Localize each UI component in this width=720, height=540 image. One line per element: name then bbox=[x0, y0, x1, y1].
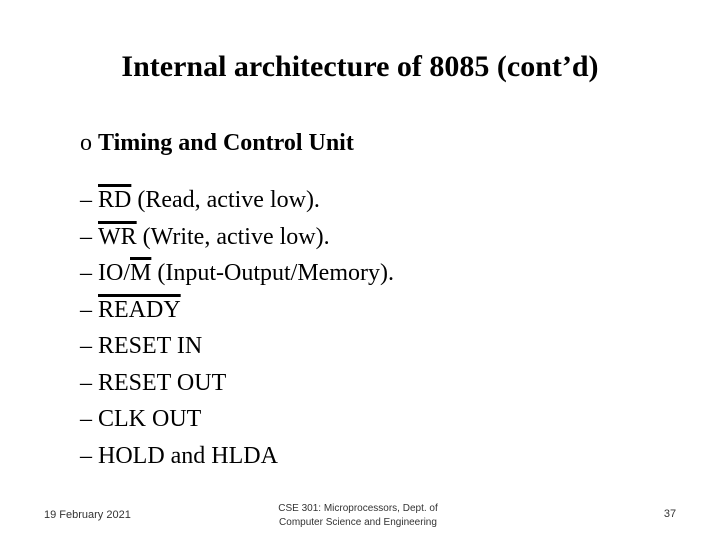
list-item bbox=[80, 438, 394, 475]
item-text: RESET IN bbox=[98, 333, 203, 359]
slide-title: Internal architecture of 8085 (cont’d) bbox=[121, 50, 599, 83]
list-item bbox=[80, 328, 394, 365]
list-item bbox=[80, 401, 394, 438]
heading-bullet: o bbox=[80, 130, 92, 156]
list-item bbox=[80, 219, 394, 256]
list-item bbox=[80, 182, 394, 219]
item-text: RESET OUT bbox=[98, 369, 227, 396]
dash-bullet: – bbox=[80, 369, 92, 396]
item-description: (Write, active low). bbox=[136, 223, 330, 250]
item-text: HOLD and HLDA bbox=[98, 442, 278, 469]
footer-course-line1: CSE 301: Microprocessors, Dept. of bbox=[278, 503, 438, 514]
dash-bullet: – bbox=[80, 296, 92, 323]
heading-text: Timing and Control Unit bbox=[98, 130, 354, 156]
active-low-signal: $\overline{M}$ bbox=[130, 260, 152, 286]
dash-bullet: – bbox=[80, 333, 92, 359]
dash-bullet: – bbox=[80, 406, 92, 432]
item-text: IO/ bbox=[98, 260, 130, 286]
list-item bbox=[80, 365, 394, 402]
dash-bullet: – bbox=[80, 223, 92, 250]
active-low-signal: $\overline{WR}$ bbox=[98, 223, 137, 250]
dash-bullet: – bbox=[80, 260, 92, 286]
list-item bbox=[80, 292, 394, 329]
footer-course-line2: Computer Science and Engineering bbox=[279, 517, 437, 528]
active-low-signal: READY bbox=[98, 296, 181, 323]
footer-date: 19 February 2021 bbox=[44, 509, 131, 521]
list-item bbox=[80, 255, 394, 292]
item-description: (Input-Output/Memory). bbox=[151, 260, 394, 286]
item-description: (Read, active low). bbox=[131, 187, 320, 213]
dash-bullet: – bbox=[80, 187, 92, 213]
item-text: CLK OUT bbox=[98, 406, 202, 432]
dash-bullet: – bbox=[80, 442, 92, 469]
section-heading bbox=[80, 130, 354, 157]
signal-list bbox=[80, 182, 394, 474]
active-low-signal: $\overline{RD}$ bbox=[98, 187, 132, 213]
page-number: 37 bbox=[663, 508, 677, 520]
footer-course bbox=[200, 502, 516, 530]
